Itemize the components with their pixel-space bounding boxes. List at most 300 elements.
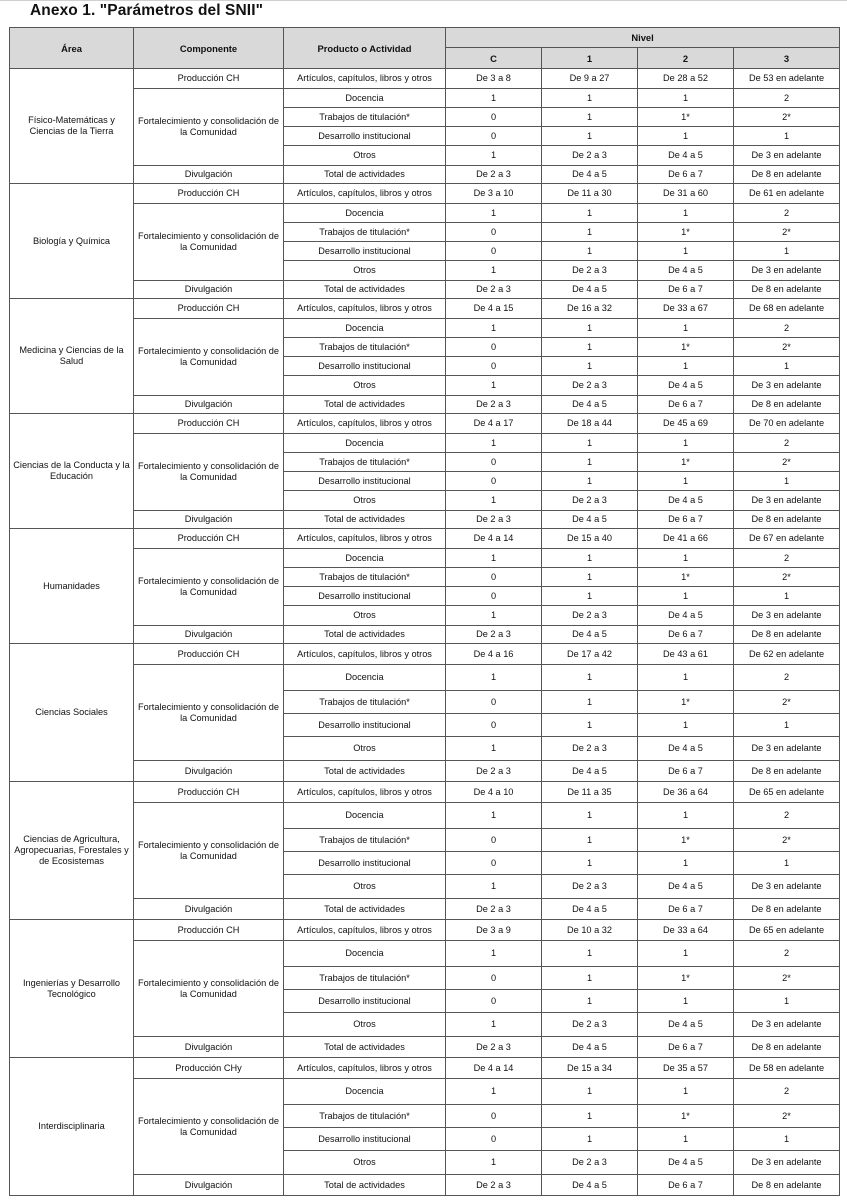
table-row [10, 69, 840, 89]
level-value: De 4 a 15 [446, 299, 542, 319]
level-value: De 4 a 5 [542, 626, 638, 644]
level-value: De 2 a 3 [446, 281, 542, 299]
level-value: 1 [542, 434, 638, 453]
table-row [10, 941, 840, 967]
level-value: De 4 a 5 [638, 146, 734, 166]
level-value: 1 [734, 357, 840, 376]
level-value: 0 [446, 714, 542, 737]
activity-label: Total de actividades [284, 899, 446, 920]
area-name: Humanidades [10, 529, 134, 644]
level-value: 1 [542, 549, 638, 568]
level-value: De 3 en adelante [734, 737, 840, 761]
level-value: De 2 a 3 [446, 396, 542, 414]
activity-label: Otros [284, 376, 446, 396]
table-row [10, 626, 840, 644]
activity-label: Otros [284, 1151, 446, 1175]
level-value: 1 [638, 357, 734, 376]
activity-label: Total de actividades [284, 396, 446, 414]
table-row [10, 665, 840, 691]
table-row [10, 511, 840, 529]
level-value: 1 [542, 803, 638, 829]
level-value: De 11 a 35 [542, 782, 638, 803]
activity-label: Artículos, capítulos, libros y otros [284, 920, 446, 941]
level-value: De 3 en adelante [734, 261, 840, 281]
component-divulgacion: Divulgación [134, 761, 284, 782]
activity-label: Desarrollo institucional [284, 714, 446, 737]
level-value: 1 [542, 127, 638, 146]
level-value: De 8 en adelante [734, 281, 840, 299]
component-divulgacion: Divulgación [134, 1175, 284, 1196]
level-value: 0 [446, 108, 542, 127]
level-value: 1 [446, 1151, 542, 1175]
level-value: De 6 a 7 [638, 281, 734, 299]
snii-parameters-table [9, 27, 840, 1196]
level-value: 1 [542, 587, 638, 606]
activity-label: Total de actividades [284, 511, 446, 529]
page-title: Anexo 1. "Parámetros del SNII" [30, 2, 264, 19]
level-value: 1 [638, 990, 734, 1013]
component-divulgacion: Divulgación [134, 166, 284, 184]
activity-label: Docencia [284, 89, 446, 108]
activity-label: Desarrollo institucional [284, 587, 446, 606]
component-produccion: Producción CHy [134, 1058, 284, 1079]
component-divulgacion: Divulgación [134, 396, 284, 414]
table-row [10, 1175, 840, 1196]
top-border [0, 0, 847, 1]
level-value: De 3 en adelante [734, 491, 840, 511]
activity-label: Desarrollo institucional [284, 242, 446, 261]
level-value: 1* [638, 1105, 734, 1128]
level-value: 1 [446, 737, 542, 761]
level-value: 1* [638, 967, 734, 990]
component-produccion: Producción CH [134, 644, 284, 665]
activity-label: Docencia [284, 204, 446, 223]
level-value: De 8 en adelante [734, 1037, 840, 1058]
activity-label: Docencia [284, 941, 446, 967]
level-value: 1 [734, 127, 840, 146]
header-nivel: Nivel [446, 28, 840, 48]
level-value: De 2 a 3 [446, 1037, 542, 1058]
level-value: 1 [446, 941, 542, 967]
level-value: 2 [734, 665, 840, 691]
level-value: De 58 en adelante [734, 1058, 840, 1079]
activity-label: Desarrollo institucional [284, 852, 446, 875]
level-value: De 2 a 3 [446, 1175, 542, 1196]
level-value: De 16 a 32 [542, 299, 638, 319]
level-value: 2 [734, 1079, 840, 1105]
header-level-c: C [446, 48, 542, 69]
table-row [10, 803, 840, 829]
level-value: De 62 en adelante [734, 644, 840, 665]
level-value: 1 [542, 1128, 638, 1151]
level-value: 1 [542, 568, 638, 587]
level-value: 1 [638, 803, 734, 829]
level-value: De 4 a 5 [638, 376, 734, 396]
level-value: De 45 a 69 [638, 414, 734, 434]
level-value: De 6 a 7 [638, 396, 734, 414]
level-value: De 2 a 3 [446, 166, 542, 184]
activity-label: Total de actividades [284, 166, 446, 184]
level-value: 1 [542, 1079, 638, 1105]
level-value: 1 [446, 549, 542, 568]
level-value: 1 [542, 319, 638, 338]
level-value: 1 [542, 204, 638, 223]
level-value: 0 [446, 338, 542, 357]
activity-label: Otros [284, 261, 446, 281]
activity-label: Artículos, capítulos, libros y otros [284, 1058, 446, 1079]
level-value: De 68 en adelante [734, 299, 840, 319]
level-value: 1* [638, 338, 734, 357]
level-value: 1 [542, 1105, 638, 1128]
activity-label: Artículos, capítulos, libros y otros [284, 782, 446, 803]
activity-label: Docencia [284, 549, 446, 568]
level-value: De 4 a 5 [638, 491, 734, 511]
level-value: De 4 a 16 [446, 644, 542, 665]
level-value: 1 [638, 1128, 734, 1151]
activity-label: Trabajos de titulación* [284, 691, 446, 714]
level-value: De 2 a 3 [446, 511, 542, 529]
level-value: 2 [734, 941, 840, 967]
level-value: 1 [542, 472, 638, 491]
level-value: De 65 en adelante [734, 782, 840, 803]
level-value: 1 [446, 803, 542, 829]
level-value: 1 [734, 852, 840, 875]
level-value: 1 [542, 223, 638, 242]
activity-label: Desarrollo institucional [284, 127, 446, 146]
level-value: 2* [734, 829, 840, 852]
level-value: De 4 a 5 [638, 737, 734, 761]
level-value: De 8 en adelante [734, 899, 840, 920]
activity-label: Artículos, capítulos, libros y otros [284, 529, 446, 549]
component-divulgacion: Divulgación [134, 511, 284, 529]
level-value: De 3 a 9 [446, 920, 542, 941]
activity-label: Total de actividades [284, 1037, 446, 1058]
level-value: De 8 en adelante [734, 1175, 840, 1196]
level-value: 1 [446, 146, 542, 166]
level-value: De 3 a 10 [446, 184, 542, 204]
level-value: 0 [446, 967, 542, 990]
component-produccion: Producción CH [134, 782, 284, 803]
level-value: De 4 a 5 [638, 875, 734, 899]
component-fortalecimiento: Fortalecimiento y consolidación de la Comunidad [134, 665, 284, 761]
level-value: De 3 en adelante [734, 376, 840, 396]
level-value: De 70 en adelante [734, 414, 840, 434]
level-value: De 6 a 7 [638, 761, 734, 782]
level-value: De 11 a 30 [542, 184, 638, 204]
level-value: 1 [542, 108, 638, 127]
header-producto: Producto o Actividad [284, 28, 446, 69]
level-value: De 2 a 3 [446, 761, 542, 782]
table-body [10, 69, 840, 1196]
level-value: De 4 a 10 [446, 782, 542, 803]
level-value: 1 [446, 319, 542, 338]
level-value: 1 [542, 990, 638, 1013]
level-value: 1 [734, 714, 840, 737]
level-value: 2* [734, 967, 840, 990]
level-value: De 4 a 5 [638, 261, 734, 281]
level-value: 1 [638, 472, 734, 491]
level-value: 1 [542, 453, 638, 472]
activity-label: Total de actividades [284, 281, 446, 299]
activity-label: Artículos, capítulos, libros y otros [284, 69, 446, 89]
level-value: 2* [734, 338, 840, 357]
table-row [10, 434, 840, 453]
header-level-3: 3 [734, 48, 840, 69]
activity-label: Otros [284, 491, 446, 511]
level-value: 1 [638, 1079, 734, 1105]
level-value: 0 [446, 852, 542, 875]
activity-label: Artículos, capítulos, libros y otros [284, 299, 446, 319]
level-value: 0 [446, 223, 542, 242]
level-value: 1 [446, 434, 542, 453]
level-value: 0 [446, 127, 542, 146]
level-value: 0 [446, 587, 542, 606]
activity-label: Artículos, capítulos, libros y otros [284, 184, 446, 204]
activity-label: Total de actividades [284, 626, 446, 644]
table-row [10, 166, 840, 184]
activity-label: Otros [284, 146, 446, 166]
table-row [10, 281, 840, 299]
level-value: 0 [446, 472, 542, 491]
level-value: De 43 a 61 [638, 644, 734, 665]
level-value: De 8 en adelante [734, 761, 840, 782]
level-value: 1 [446, 665, 542, 691]
component-produccion: Producción CH [134, 299, 284, 319]
level-value: 2* [734, 453, 840, 472]
level-value: 1 [542, 967, 638, 990]
level-value: De 2 a 3 [542, 1013, 638, 1037]
activity-label: Trabajos de titulación* [284, 568, 446, 587]
level-value: De 3 en adelante [734, 146, 840, 166]
component-produccion: Producción CH [134, 529, 284, 549]
level-value: De 33 a 67 [638, 299, 734, 319]
level-value: 1 [638, 204, 734, 223]
level-value: 1* [638, 453, 734, 472]
level-value: 0 [446, 453, 542, 472]
level-value: De 2 a 3 [542, 737, 638, 761]
level-value: 2* [734, 691, 840, 714]
activity-label: Docencia [284, 803, 446, 829]
activity-label: Docencia [284, 1079, 446, 1105]
area-name: Biología y Química [10, 184, 134, 299]
activity-label: Total de actividades [284, 1175, 446, 1196]
level-value: De 4 a 5 [542, 899, 638, 920]
level-value: 1 [638, 242, 734, 261]
level-value: De 4 a 5 [542, 1175, 638, 1196]
level-value: De 36 a 64 [638, 782, 734, 803]
level-value: 1 [638, 89, 734, 108]
table-row [10, 184, 840, 204]
component-fortalecimiento: Fortalecimiento y consolidación de la Comunidad [134, 803, 284, 899]
level-value: 1 [542, 829, 638, 852]
level-value: 1 [542, 714, 638, 737]
level-value: De 9 a 27 [542, 69, 638, 89]
level-value: 1 [542, 242, 638, 261]
level-value: De 3 en adelante [734, 606, 840, 626]
level-value: 1* [638, 691, 734, 714]
level-value: De 17 a 42 [542, 644, 638, 665]
level-value: 2 [734, 204, 840, 223]
component-fortalecimiento: Fortalecimiento y consolidación de la Comunidad [134, 319, 284, 396]
level-value: De 4 a 5 [542, 761, 638, 782]
level-value: 1 [542, 357, 638, 376]
component-produccion: Producción CH [134, 920, 284, 941]
level-value: 1 [446, 204, 542, 223]
level-value: De 15 a 40 [542, 529, 638, 549]
table-row [10, 204, 840, 223]
activity-label: Artículos, capítulos, libros y otros [284, 644, 446, 665]
component-fortalecimiento: Fortalecimiento y consolidación de la Comunidad [134, 941, 284, 1037]
activity-label: Trabajos de titulación* [284, 967, 446, 990]
header-area: Área [10, 28, 134, 69]
level-value: De 4 a 5 [542, 1037, 638, 1058]
level-value: De 53 en adelante [734, 69, 840, 89]
level-value: 1 [542, 665, 638, 691]
level-value: 0 [446, 357, 542, 376]
level-value: 1 [734, 1128, 840, 1151]
table-row [10, 299, 840, 319]
header-level-2: 2 [638, 48, 734, 69]
level-value: 1 [542, 852, 638, 875]
activity-label: Otros [284, 1013, 446, 1037]
activity-label: Trabajos de titulación* [284, 223, 446, 242]
level-value: De 4 a 5 [638, 1013, 734, 1037]
level-value: 2* [734, 223, 840, 242]
level-value: De 3 en adelante [734, 1151, 840, 1175]
activity-label: Trabajos de titulación* [284, 453, 446, 472]
component-fortalecimiento: Fortalecimiento y consolidación de la Comunidad [134, 89, 284, 166]
level-value: 1* [638, 223, 734, 242]
level-value: De 2 a 3 [542, 606, 638, 626]
level-value: De 6 a 7 [638, 1037, 734, 1058]
level-value: De 4 a 5 [638, 1151, 734, 1175]
level-value: 1 [446, 1079, 542, 1105]
level-value: De 6 a 7 [638, 899, 734, 920]
level-value: 1 [542, 941, 638, 967]
header-level-1: 1 [542, 48, 638, 69]
level-value: 1 [446, 875, 542, 899]
component-divulgacion: Divulgación [134, 626, 284, 644]
area-name: Ingenierías y Desarrollo Tecnológico [10, 920, 134, 1058]
level-value: De 8 en adelante [734, 511, 840, 529]
activity-label: Trabajos de titulación* [284, 338, 446, 357]
level-value: 1 [638, 665, 734, 691]
table-row [10, 396, 840, 414]
level-value: De 2 a 3 [542, 875, 638, 899]
component-produccion: Producción CH [134, 69, 284, 89]
level-value: 0 [446, 568, 542, 587]
level-value: De 33 a 64 [638, 920, 734, 941]
level-value: De 8 en adelante [734, 166, 840, 184]
level-value: 2 [734, 803, 840, 829]
level-value: De 18 a 44 [542, 414, 638, 434]
level-value: De 41 a 66 [638, 529, 734, 549]
level-value: De 2 a 3 [542, 376, 638, 396]
level-value: 2* [734, 568, 840, 587]
level-value: De 15 a 34 [542, 1058, 638, 1079]
activity-label: Desarrollo institucional [284, 357, 446, 376]
level-value: 1 [446, 1013, 542, 1037]
level-value: 0 [446, 242, 542, 261]
activity-label: Docencia [284, 665, 446, 691]
level-value: 1 [638, 549, 734, 568]
level-value: De 4 a 5 [542, 511, 638, 529]
level-value: 1 [446, 606, 542, 626]
level-value: De 61 en adelante [734, 184, 840, 204]
level-value: 1 [446, 491, 542, 511]
level-value: 2* [734, 108, 840, 127]
level-value: De 3 en adelante [734, 1013, 840, 1037]
level-value: 1 [638, 127, 734, 146]
component-divulgacion: Divulgación [134, 281, 284, 299]
level-value: De 4 a 5 [542, 396, 638, 414]
table-row [10, 89, 840, 108]
level-value: De 4 a 17 [446, 414, 542, 434]
area-name: Interdisciplinaria [10, 1058, 134, 1196]
level-value: 0 [446, 1128, 542, 1151]
level-value: 1 [734, 990, 840, 1013]
level-value: 1 [638, 434, 734, 453]
component-divulgacion: Divulgación [134, 899, 284, 920]
component-produccion: Producción CH [134, 414, 284, 434]
component-fortalecimiento: Fortalecimiento y consolidación de la Comunidad [134, 204, 284, 281]
component-fortalecimiento: Fortalecimiento y consolidación de la Comunidad [134, 549, 284, 626]
level-value: 1 [446, 89, 542, 108]
activity-label: Trabajos de titulación* [284, 829, 446, 852]
level-value: 1* [638, 568, 734, 587]
activity-label: Otros [284, 737, 446, 761]
table-row [10, 644, 840, 665]
table-row [10, 529, 840, 549]
level-value: 1 [638, 714, 734, 737]
header-componente: Componente [134, 28, 284, 69]
table-row [10, 1079, 840, 1105]
level-value: 1 [734, 242, 840, 261]
level-value: De 2 a 3 [446, 626, 542, 644]
level-value: 2 [734, 319, 840, 338]
table-row [10, 782, 840, 803]
area-name: Ciencias de Agricultura, Agropecuarias, Forestales y de Ecosistemas [10, 782, 134, 920]
level-value: De 65 en adelante [734, 920, 840, 941]
level-value: 2 [734, 434, 840, 453]
area-name: Medicina y Ciencias de la Salud [10, 299, 134, 414]
component-divulgacion: Divulgación [134, 1037, 284, 1058]
level-value: De 2 a 3 [446, 899, 542, 920]
level-value: De 2 a 3 [542, 491, 638, 511]
activity-label: Desarrollo institucional [284, 1128, 446, 1151]
activity-label: Docencia [284, 434, 446, 453]
table-row [10, 1058, 840, 1079]
level-value: 1* [638, 108, 734, 127]
level-value: 1 [542, 89, 638, 108]
component-fortalecimiento: Fortalecimiento y consolidación de la Comunidad [134, 434, 284, 511]
level-value: De 6 a 7 [638, 511, 734, 529]
level-value: De 3 en adelante [734, 875, 840, 899]
level-value: De 4 a 5 [542, 281, 638, 299]
level-value: De 31 a 60 [638, 184, 734, 204]
table-row [10, 761, 840, 782]
level-value: De 67 en adelante [734, 529, 840, 549]
activity-label: Trabajos de titulación* [284, 1105, 446, 1128]
level-value: De 4 a 5 [638, 606, 734, 626]
area-name: Físico-Matemáticas y Ciencias de la Tierra [10, 69, 134, 184]
activity-label: Desarrollo institucional [284, 990, 446, 1013]
level-value: De 8 en adelante [734, 396, 840, 414]
level-value: De 3 a 8 [446, 69, 542, 89]
level-value: De 35 a 57 [638, 1058, 734, 1079]
level-value: De 2 a 3 [542, 261, 638, 281]
level-value: De 4 a 14 [446, 529, 542, 549]
